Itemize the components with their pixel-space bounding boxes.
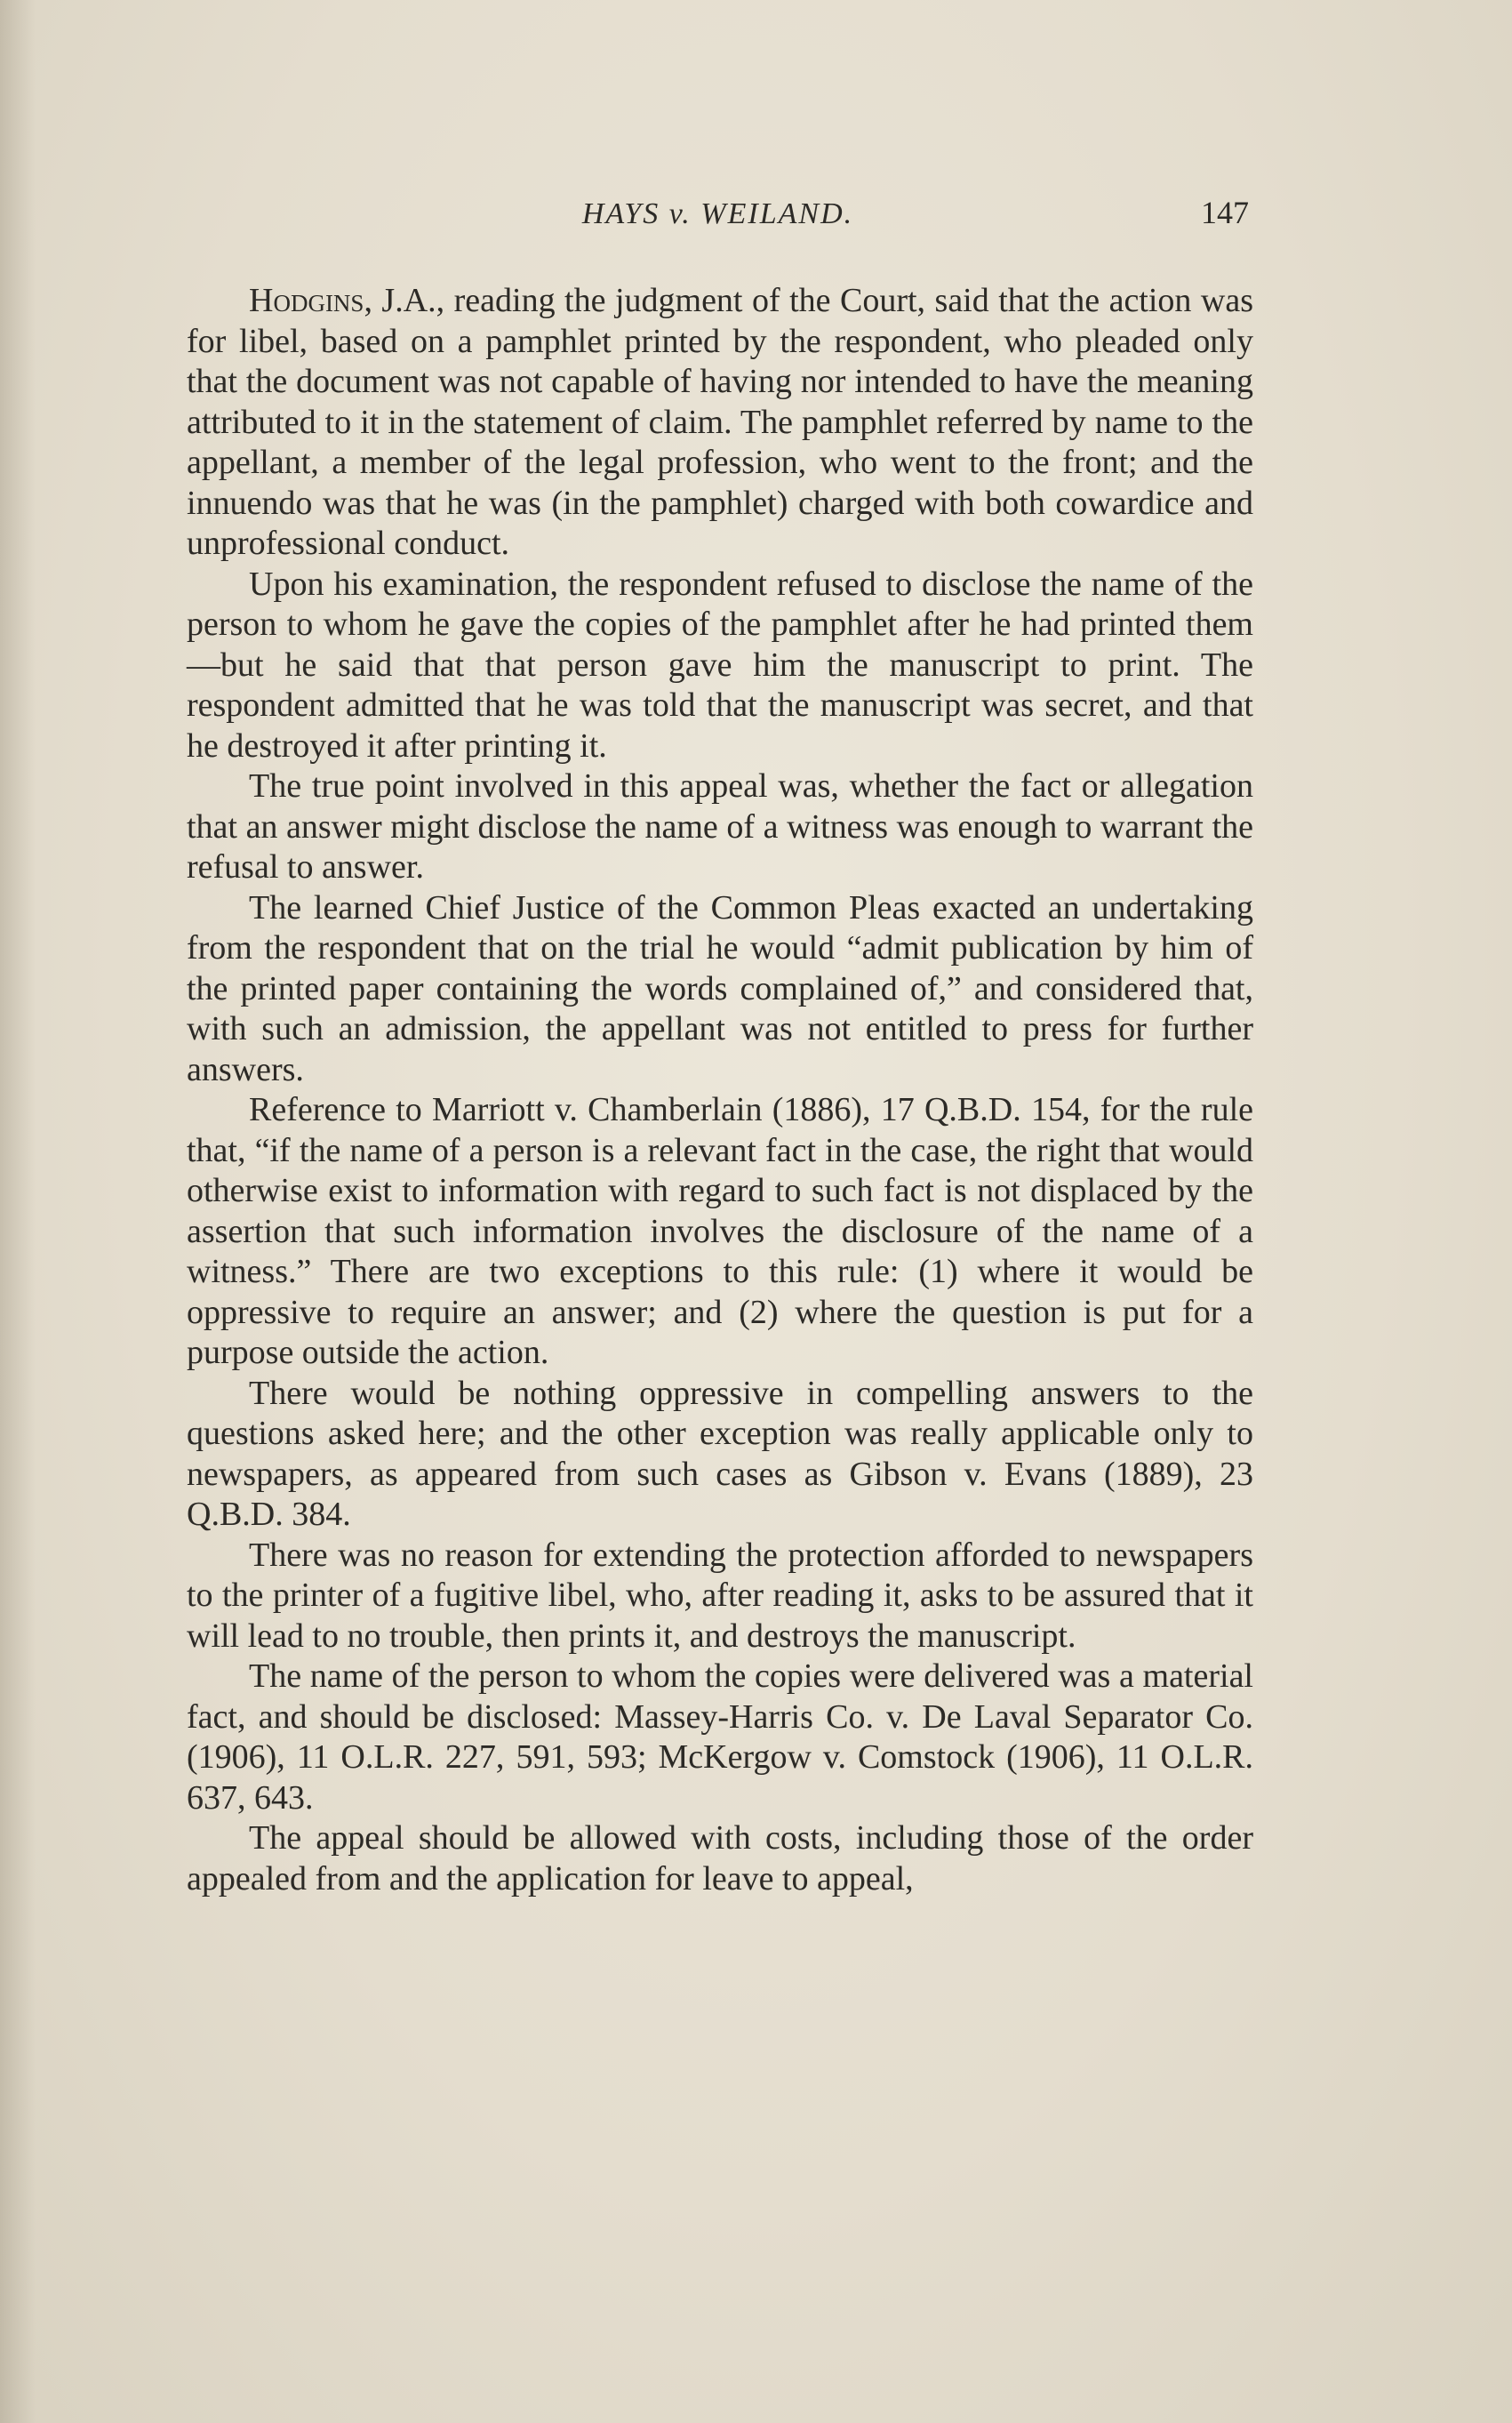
- judgment-text: [187, 281, 1253, 1899]
- paragraph-8: The name of the person to whom the copies were delivered was a material fact, and should be disclosed: Massey-Harris Co. v. De Laval Separator Co. (1906), 11 O.L.R. 227, 591, 593; McKergow v. Comstock (1906), 11 O.L.R. 637, 643.: [187, 1657, 1253, 1817]
- paragraph-1-text: , J.A., reading the judgment of the Court, said that the action was for libel, based on a pamphlet printed by the respondent, who pleaded only that the document was not capable of having nor intended to have the meaning attributed to it in the statement of claim. The pamphlet referred by name to the appellant, a member of the legal profession, who went to the front; and the innuendo was that he was (in the pamphlet) charged with both cowardice and unprofessional conduct.: [187, 282, 1253, 562]
- running-head: HAYS v. WEILAND.: [581, 197, 854, 230]
- paragraph-4: The learned Chief Justice of the Common Pleas exacted an undertaking from the respondent that on the trial he would “admit publication by him of the printed paper containing the words complained of,” and considered that, with such an admission, the appellant was not entitled to press for further answers.: [187, 888, 1253, 1088]
- paragraph-5: Reference to Marriott v. Chamberlain (1886), 17 Q.B.D. 154, for the rule that, “if the name of a person is a relevant fact in the case, the right that would otherwise exist to information with regard to such fact is not displaced by the assertion that such information involves the disclosure of the name of a witness.” There are two exceptions to this rule: (1) where it would be oppressive to require an answer; and (2) where the question is put for a purpose outside the action.: [187, 1091, 1253, 1371]
- paragraph-2: Upon his examination, the respondent refused to disclose the name of the person to whom he gave the copies of the pamphlet after he had printed them—but he said that that person gave him the manuscript to print. The respondent admitted that he was told that the manuscript was secret, and that he destroyed it after printing it.: [187, 565, 1253, 765]
- judge-name: Hodgins: [249, 282, 364, 319]
- paragraph-9: The appeal should be allowed with costs, including those of the order appealed from and the application for leave to appeal,: [187, 1819, 1253, 1897]
- paragraph-1: [187, 281, 1253, 565]
- page-header: [187, 197, 1249, 242]
- page-number: 147: [1201, 195, 1249, 230]
- paragraph-3: The true point involved in this appeal was, whether the fact or allegation that an answer might disclose the name of a witness was enough to warrant the refusal to answer.: [187, 767, 1253, 886]
- paragraph-6: There would be nothing oppressive in compelling answers to the questions asked here; and the other exception was really applicable only to newspapers, as appeared from such cases as Gibson v. Evans (1889), 23 Q.B.D. 384.: [187, 1374, 1253, 1533]
- paragraph-7: There was no reason for extending the protection afforded to newspapers to the printer of a fugitive libel, who, after reading it, asks to be assured that it will lead to no trouble, then prints it, and destroys the manuscript.: [187, 1536, 1253, 1655]
